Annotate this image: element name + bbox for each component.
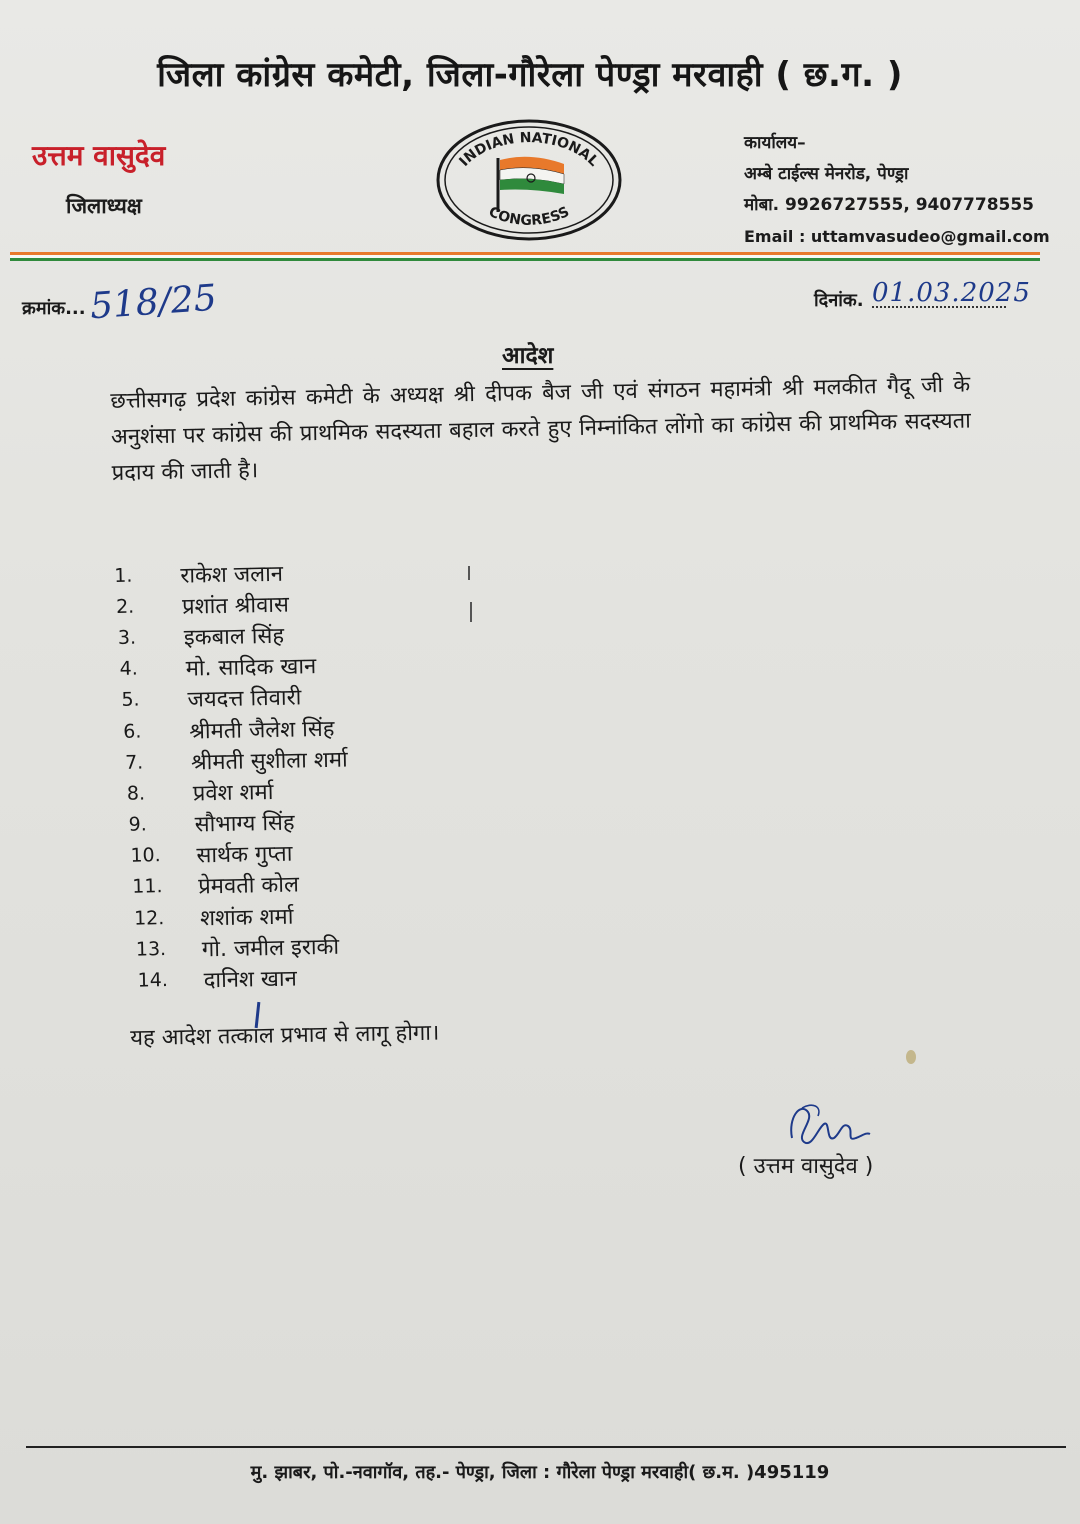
tricolor-divider	[10, 252, 1040, 262]
member-name: इकबाल सिंह	[183, 623, 285, 651]
member-name: श्रीमती सुशीला शर्मा	[190, 747, 348, 776]
member-number: 2.	[115, 595, 135, 618]
president-name: उत्तम वासुदेव	[32, 139, 166, 172]
member-item	[123, 711, 347, 746]
logo-top-text: INDIAN NATIONAL	[456, 130, 602, 170]
office-label: कार्यालय–	[744, 133, 806, 153]
office-phone: मोबा. 9926727555, 9407778555	[744, 195, 1035, 215]
member-name: प्रेमवती कोल	[198, 872, 300, 900]
date-label: दिनांक.	[814, 290, 864, 311]
member-number: 8.	[126, 782, 146, 805]
footer-divider	[26, 1446, 1066, 1448]
member-name: सार्थक गुप्ता	[196, 841, 293, 869]
member-number: 10.	[130, 844, 161, 868]
member-name: श्रीमती जैलेश सिंह	[189, 716, 335, 745]
reference-number: 518/25	[88, 277, 218, 328]
member-number: 5.	[121, 688, 140, 712]
member-number: 4.	[119, 657, 139, 681]
member-name: सौभाग्य सिंह	[194, 810, 295, 838]
member-item	[137, 961, 352, 996]
closing-statement: यह आदेश तत्काल प्रभाव से लागू होगा।	[130, 1020, 440, 1051]
member-name: गो. जमील इराकी	[201, 934, 340, 963]
member-item	[114, 556, 344, 592]
member-item	[118, 618, 346, 654]
member-number: 7.	[124, 751, 144, 774]
order-heading: आदेश	[502, 343, 554, 369]
member-number: 11.	[132, 875, 163, 899]
pen-tick-mark	[470, 602, 472, 622]
congress-flag-emblem-icon	[434, 118, 624, 242]
member-name: जयदत्त तिवारी	[187, 685, 302, 713]
signatory-name: ( उत्तम वासुदेव )	[738, 1154, 874, 1179]
member-item	[136, 930, 352, 965]
member-item	[116, 587, 345, 623]
member-number: 9.	[128, 813, 148, 836]
member-item	[132, 867, 350, 902]
member-number: 6.	[123, 720, 142, 743]
member-name: राकेश जलान	[180, 561, 284, 589]
signature-scribble	[782, 1098, 872, 1158]
member-item	[127, 774, 349, 809]
paper-stain	[906, 1050, 916, 1064]
member-item	[121, 680, 347, 716]
reference-label: क्रमांक...	[22, 298, 86, 319]
member-item	[130, 836, 350, 871]
member-name: शशांक शर्मा	[199, 904, 294, 932]
member-name: मो. सादिक खान	[185, 654, 317, 682]
org-title: जिला कांग्रेस कमेटी, जिला-गौरेला पेण्ड्रा मरवाही ( छ.ग. )	[157, 55, 903, 95]
member-list	[114, 556, 352, 997]
member-item	[134, 899, 351, 934]
pen-tick-mark	[468, 566, 470, 580]
member-item	[119, 649, 346, 685]
member-number: 12.	[133, 906, 165, 930]
footer-address: मु. झाबर, पो.-नवागॉव, तह.- पेण्ड्रा, जिला : गौरेला पेण्ड्रा मरवाही( छ.म. )495119	[250, 1462, 830, 1483]
member-name: दानिश खान	[203, 966, 298, 994]
office-address: अम्बे टाईल्स मेनरोड, पेण्ड्रा	[744, 164, 909, 184]
order-body: छत्तीसगढ़ प्रदेश कांग्रेस कमेटी के अध्यक्ष श्री दीपक बैज जी एवं संगठन महामंत्री श्री मलकीत गैदू जी के अनुशंसा पर कांग्रेस की प्राथमिक सदस्यता बहाल करते हुए निम्नांकित लोंगो का कांग्रेस की प्राथमिक सदस्यता प्रदाय की जाती है।	[110, 372, 972, 486]
member-number: 14.	[137, 969, 169, 992]
member-number: 1.	[114, 564, 133, 587]
member-number: 13.	[135, 937, 167, 961]
logo-bottom-text: CONGRESS	[485, 203, 573, 229]
president-title: जिलाध्यक्ष	[66, 194, 142, 218]
date-dotted-line	[872, 306, 1006, 308]
member-name: प्रशांत श्रीवास	[181, 592, 290, 620]
divider-green-stripe	[10, 258, 1040, 261]
member-item	[128, 805, 349, 840]
office-details	[744, 128, 1050, 252]
member-item	[125, 743, 348, 778]
office-email: Email : uttamvasudeo@gmail.com	[744, 227, 1050, 246]
member-name: प्रवेश शर्मा	[192, 779, 274, 807]
member-number: 3.	[117, 626, 137, 649]
date-value: 01.03.2025	[872, 278, 1031, 308]
